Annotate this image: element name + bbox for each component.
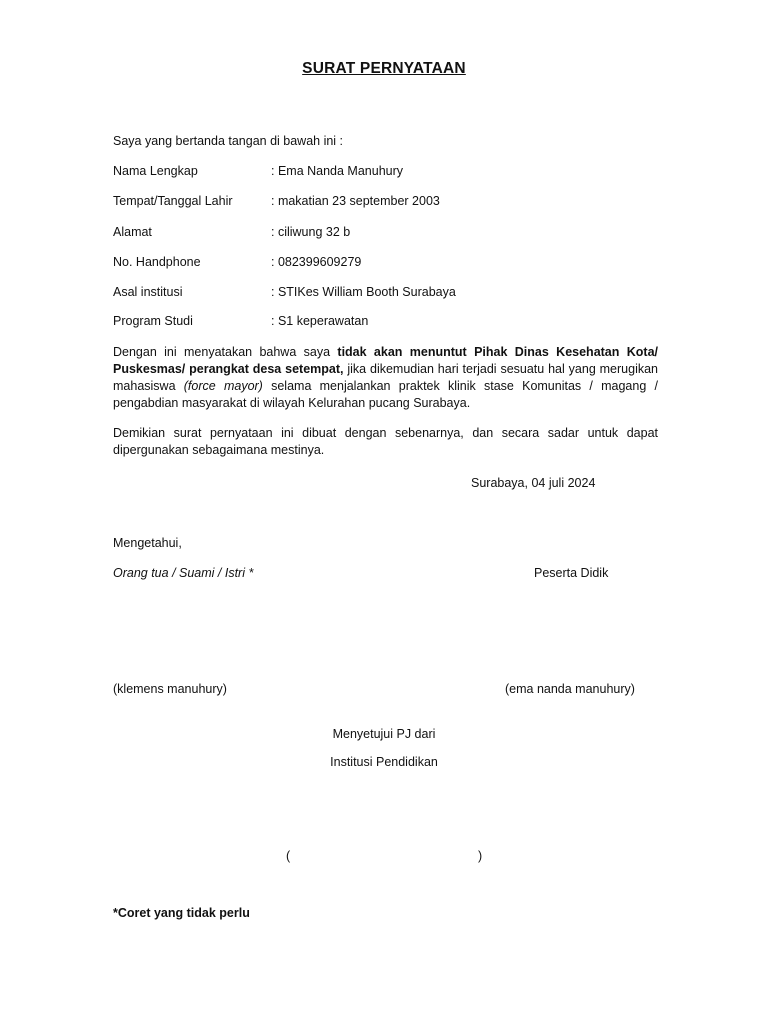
field-label-handphone: No. Handphone bbox=[113, 255, 201, 269]
approval-line-2: Institusi Pendidikan bbox=[330, 755, 438, 769]
statement-text-1: Dengan ini menyatakan bahwa saya bbox=[113, 345, 338, 359]
field-value-handphone: : 082399609279 bbox=[271, 255, 362, 269]
right-signer-name: (ema nanda manuhury) bbox=[505, 682, 635, 696]
field-value-prodi: : S1 keperawatan bbox=[271, 314, 369, 328]
statement-italic-text: (force mayor) bbox=[183, 379, 263, 393]
statement-text-3: selama menjalankan praktek klinik stase Komunitas / magang / pengabdian masyarakat di wilayah Kelurahan pucang Surabaya. bbox=[113, 379, 658, 410]
intro-text: Saya yang bertanda tangan di bawah ini : bbox=[113, 134, 344, 148]
statement-text-2: jika dikemudian hari terjadi sesuatu hal yang merugikan mahasiswa bbox=[113, 362, 659, 393]
field-value-alamat: : ciliwung 32 b bbox=[271, 225, 351, 239]
document-title: SURAT PERNYATAAN bbox=[302, 60, 466, 77]
field-label-nama: Nama Lengkap bbox=[113, 164, 198, 178]
closing-paragraph: Demikian surat pernyataan ini dibuat dengan sebenarnya, dan secara sadar untuk dapat dipergunakan sebagaimana mestinya. bbox=[113, 426, 658, 457]
left-signer-name: (klemens manuhury) bbox=[113, 682, 227, 696]
field-label-alamat: Alamat bbox=[113, 225, 152, 239]
field-label-institusi: Asal institusi bbox=[113, 285, 183, 299]
mengetahui-label: Mengetahui, bbox=[113, 536, 182, 550]
field-label-ttl: Tempat/Tanggal Lahir bbox=[113, 194, 233, 208]
field-value-institusi: : STIKes William Booth Surabaya bbox=[271, 285, 456, 299]
statement-bold-text: tidak akan menuntut Pihak Dinas Kesehatan Kota/ Puskesmas/ perangkat desa setempat, bbox=[113, 345, 658, 376]
footnote: *Coret yang tidak perlu bbox=[113, 906, 250, 920]
approval-name-close-paren: ) bbox=[478, 849, 483, 863]
approval-line-1: Menyetujui PJ dari bbox=[332, 727, 436, 741]
field-value-nama: : Ema Nanda Manuhury bbox=[271, 164, 404, 178]
left-signer-role: Orang tua / Suami / Istri * bbox=[113, 566, 254, 580]
statement-paragraph bbox=[113, 344, 658, 412]
approval-name-open-paren: ( bbox=[286, 849, 291, 863]
field-label-prodi: Program Studi bbox=[113, 314, 193, 328]
field-value-ttl: : makatian 23 september 2003 bbox=[271, 194, 440, 208]
place-date: Surabaya, 04 juli 2024 bbox=[471, 476, 596, 490]
right-signer-role: Peserta Didik bbox=[534, 566, 609, 580]
